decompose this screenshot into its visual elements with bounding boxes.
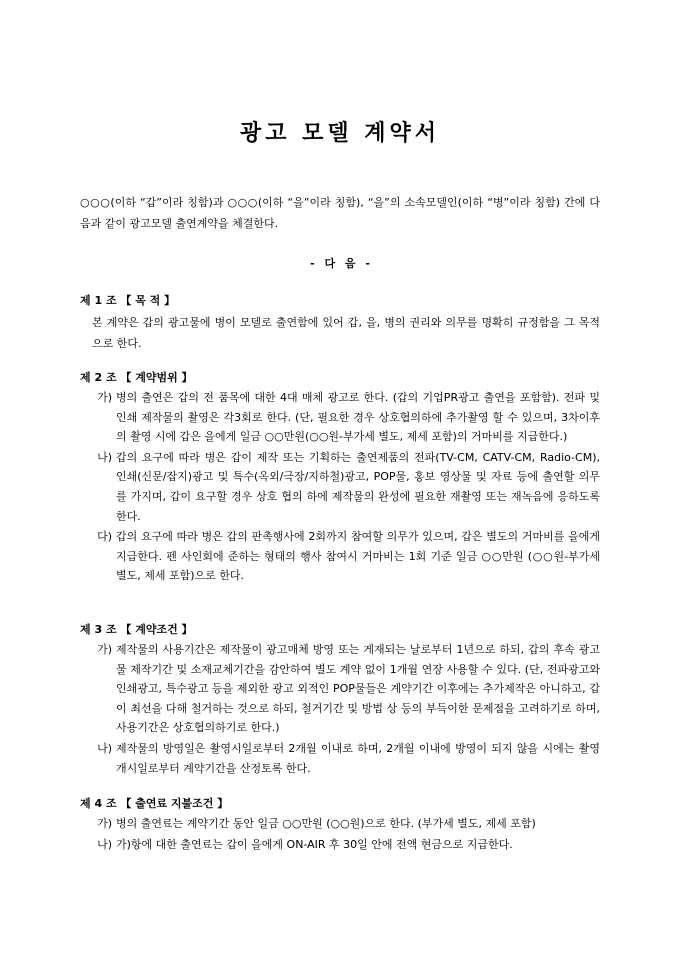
article-heading: 제 3 조 【 계약조건 】 xyxy=(80,623,193,636)
article-3 xyxy=(80,621,600,778)
item-text: 병의 출연료는 계약기간 동안 일금 ○○만원 (○○원)으로 한다. (부가세 별도, 제세 포함) xyxy=(116,817,536,830)
item-text: 병의 출연은 갑의 전 품목에 대한 4대 매체 광고로 한다. (갑의 기업PR광고 출연을 포함함). 전파 및 인쇄 제작물의 촬영은 각3회로 한다. (단, 필요한 경우 상호협의하에 추가촬영 할 수 있으며, 3차이후의 촬영 시에 갑은 을에게 일금 ○○만원(○○원-부가세 별도, 제세 포함)의 거마비를 지급한다.) xyxy=(116,391,600,444)
item-label: 가) xyxy=(97,391,112,404)
item-label: 가) xyxy=(97,817,112,830)
document-title: 광고 모델 계약서 xyxy=(239,121,441,146)
intro-paragraph: ○○○(이하 “갑”이라 칭함)과 ○○○(이하 “을”이라 칭함), “을”의 소속모델인(이하 “병”이라 칭함) 간에 다음과 같이 광고모델 출연계약을 체결한다. xyxy=(80,196,600,230)
list-item xyxy=(80,835,600,855)
list-item xyxy=(80,814,600,834)
item-text: 제작물의 사용기간은 제작물이 광고매체 방영 또는 게재되는 날로부터 1년으로 하되, 갑의 후속 광고물 제작기간 및 소재교체기간을 감안하여 별도 계약 없이 1개월 연장 사용할 수 있다. (단, 전파광고와 인쇄광고, 특수광고 등을 제외한 광고 외적인 POP물들은 계약기간 이후에는 추가제작은 아니하고, 갑이 최선을 다해 철거하는 것으로 하되, 철거기간 및 방법 상 등의 부득이한 문제점을 고려하기로 하며, 사용기간은 상호협의하기로 한다.) xyxy=(116,643,600,735)
item-text: 갑의 요구에 따라 병은 갑의 판촉행사에 2회까지 참여할 의무가 있으며, 갑은 별도의 거마비를 을에게 지급한다. 펜 사인회에 준하는 형태의 행사 참여시 거마비는 1회 기준 일금 ○○만원 (○○원-부가세 별도, 제세 포함)으로 한다. xyxy=(116,530,600,583)
item-label: 나) xyxy=(97,741,112,755)
list-item xyxy=(80,739,600,778)
item-label: 나) xyxy=(97,837,112,851)
item-label: 나) xyxy=(97,450,112,464)
article-4 xyxy=(80,795,600,854)
article-heading: 제 4 조 【 출연료 지불조건 】 xyxy=(80,797,229,810)
article-1 xyxy=(80,292,600,354)
item-label: 다) xyxy=(97,530,112,544)
list-item xyxy=(80,527,600,586)
item-text: 갑의 요구에 따라 병은 갑이 제작 또는 기획하는 출연제품의 전파(TV-CM, CATV-CM, Radio-CM), 인쇄(신문/잡지)광고 및 특수(옥외/극장/지하철)광고, POP물, 홍보 영상물 및 자료 등에 출연할 의무를 가지며, 갑이 요구할 경우 상호 협의 하에 제작물의 완성에 필요한 재촬영 또는 재녹음에 응하도록 한다. xyxy=(116,450,600,523)
article-heading: 제 2 조 【 계약범위 】 xyxy=(80,371,193,384)
list-item xyxy=(80,448,600,526)
item-text: 제작물의 방영일은 촬영시일로부터 2개월 이내로 하며, 2개월 이내에 방영이 되지 않을 시에는 촬영 개시일로부터 계약기간을 산정토록 한다. xyxy=(116,741,600,775)
item-label: 가) xyxy=(97,643,112,656)
item-text: 가)항에 대한 출연료는 갑이 을에게 ON-AIR 후 30일 안에 전액 현금으로 지급한다. xyxy=(116,837,513,851)
article-heading: 제 1 조 【 목 적 】 xyxy=(80,294,176,307)
section-divider-label: - 다 음 - xyxy=(310,257,370,270)
article-body: 본 계약은 갑의 광고물에 병이 모델로 출연함에 있어 갑, 을, 병의 권리와 의무를 명확히 규정함을 그 목적으로 한다. xyxy=(92,316,600,350)
list-item xyxy=(80,640,600,738)
list-item xyxy=(80,388,600,447)
article-2 xyxy=(80,369,600,586)
